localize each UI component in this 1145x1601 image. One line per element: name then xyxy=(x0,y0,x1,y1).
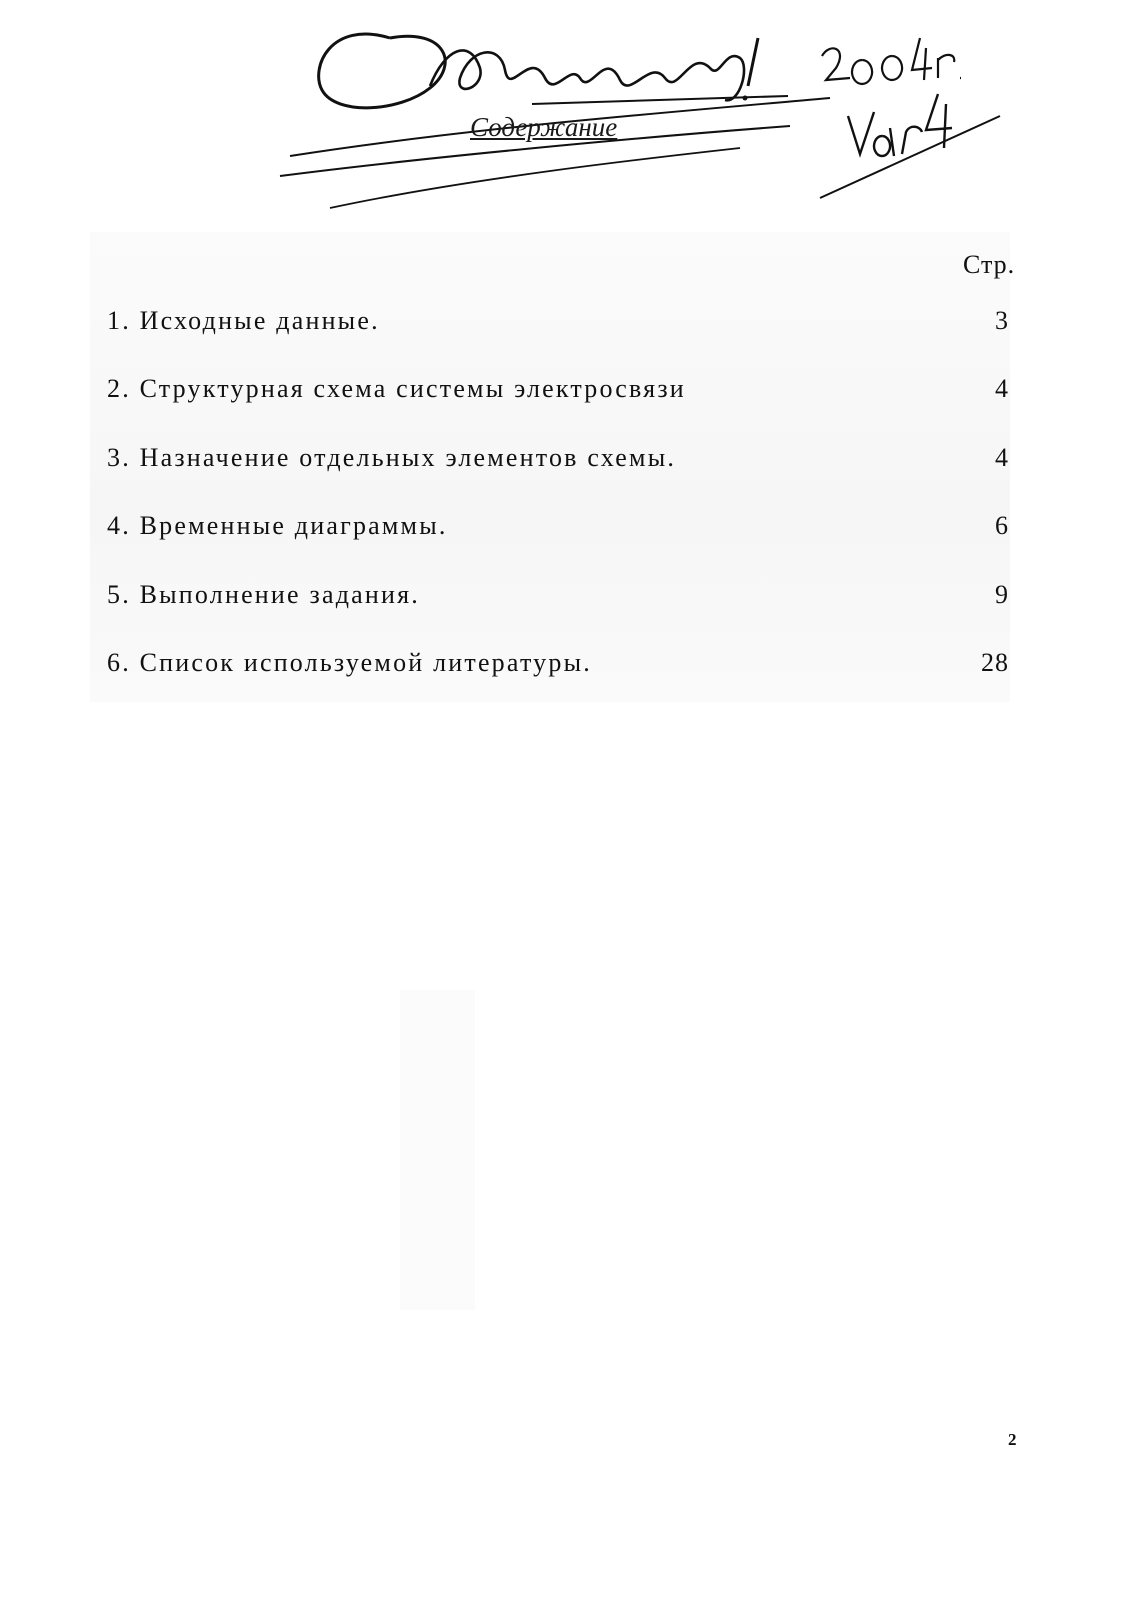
toc-item xyxy=(107,648,1017,688)
handwriting-variant xyxy=(848,94,952,156)
toc-item-text: 2. Структурная схема системы электросвязи xyxy=(107,374,686,403)
toc-item-text: 4. Временные диаграммы. xyxy=(107,511,448,540)
toc-item xyxy=(107,374,1017,414)
toc-item-text: 6. Список используемой литературы. xyxy=(107,648,592,677)
handwriting-exclaim xyxy=(748,38,758,86)
page-column-label: Стр. xyxy=(963,250,1016,279)
toc-item xyxy=(107,443,1017,483)
toc-item xyxy=(107,306,1017,346)
toc-item-page: 28 xyxy=(981,648,1009,677)
toc-item-page: 9 xyxy=(995,580,1009,609)
handwritten-annotation xyxy=(270,8,1010,220)
handwriting-loop xyxy=(319,34,446,108)
toc-item-page: 4 xyxy=(995,374,1009,403)
toc-item-page: 6 xyxy=(995,511,1009,540)
toc-item-text: 1. Исходные данные. xyxy=(107,306,380,335)
scan-shading-mark xyxy=(400,990,475,1310)
toc-item-page: 4 xyxy=(995,443,1009,472)
toc-item-page: 3 xyxy=(995,306,1009,335)
handwriting-underline-4 xyxy=(330,148,740,208)
handwriting-year xyxy=(822,38,961,84)
handwriting-underline-1 xyxy=(532,96,788,104)
document-title: Содержание xyxy=(470,112,618,142)
toc-item xyxy=(107,580,1017,620)
toc-item-text: 5. Выполнение задания. xyxy=(107,580,420,609)
handwriting-word xyxy=(430,50,744,100)
toc-item-text: 3. Назначение отдельных элементов схемы. xyxy=(107,443,677,472)
page-number: 2 xyxy=(1008,1430,1017,1449)
toc-item xyxy=(107,511,1017,551)
